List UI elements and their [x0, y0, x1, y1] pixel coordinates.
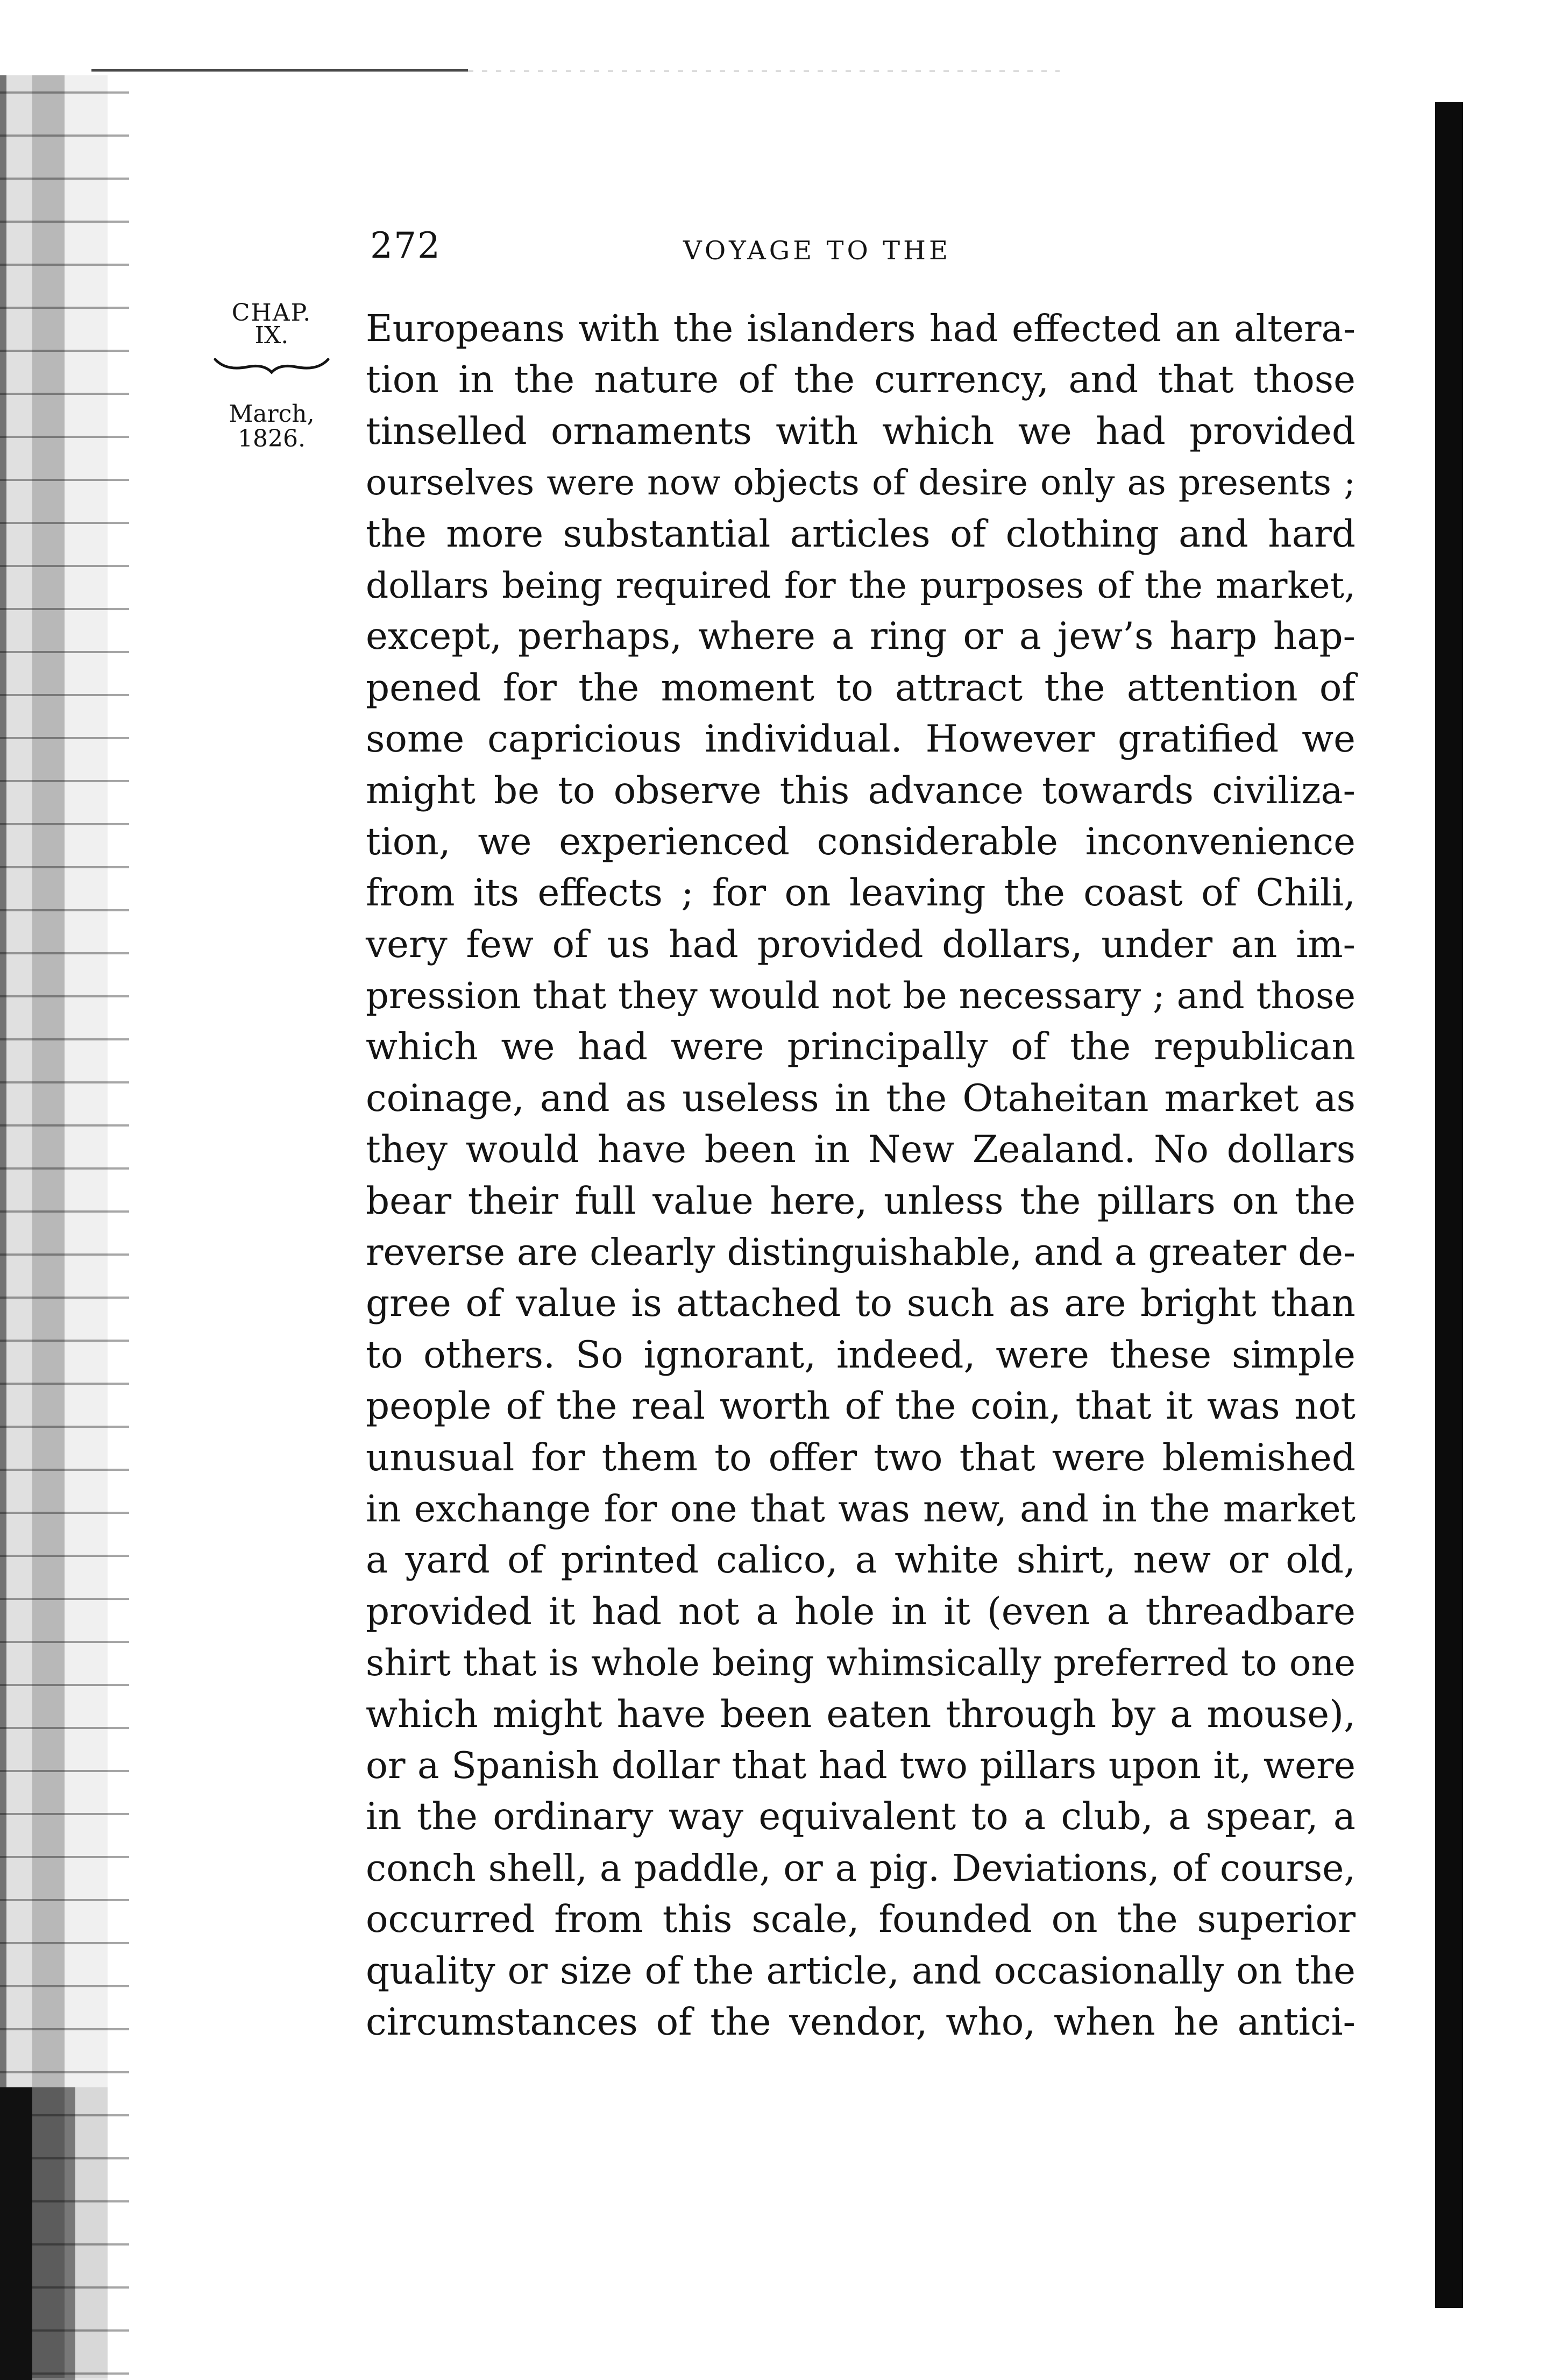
- text-line: provided it had not a hole in it (even a threadbare: [366, 1590, 1356, 1633]
- running-head: VOYAGE TO THE: [683, 236, 951, 266]
- brace-ornament-icon: [204, 354, 339, 376]
- text-line: pression that they would not be necessary ; and those: [366, 975, 1356, 1017]
- margin-month: March,: [229, 400, 315, 428]
- text-line: a yard of printed calico, a white shirt, new or old,: [366, 1539, 1356, 1582]
- text-line: tion, we experienced considerable inconvenience: [366, 820, 1356, 863]
- text-line: in exchange for one that was new, and in the market: [366, 1488, 1356, 1531]
- text-line: tion in the nature of the currency, and that those: [366, 358, 1356, 402]
- margin-chapter-label: CHAP.: [231, 299, 312, 327]
- scan-right-edge-bar: [1435, 102, 1463, 2308]
- scan-top-edge-dashes: [468, 70, 1060, 72]
- text-line: or a Spanish dollar that had two pillars upon it, were: [366, 1744, 1356, 1787]
- text-line: people of the real worth of the coin, that it was not: [366, 1385, 1356, 1428]
- text-line: bear their full value here, unless the pillars on the: [366, 1179, 1356, 1223]
- text-line: dollars being required for the purposes of the market,: [366, 564, 1356, 606]
- text-line: reverse are clearly distinguishable, and a greater de-: [366, 1231, 1356, 1274]
- scan-binding-dark-corner: [0, 2087, 108, 2380]
- text-line: coinage, and as useless in the Otaheitan market as: [366, 1076, 1356, 1120]
- text-line: they would have been in New Zealand. No dollars: [366, 1128, 1356, 1172]
- text-line: tinselled ornaments with which we had provided: [366, 409, 1356, 453]
- margin-brace-ornament: [204, 354, 339, 376]
- text-line: gree of value is attached to such as are bright than: [366, 1282, 1356, 1326]
- margin-year: 1826.: [238, 425, 306, 452]
- text-line: unusual for them to offer two that were blemished: [366, 1436, 1356, 1479]
- text-line: might be to observe this advance towards civiliza-: [366, 769, 1356, 812]
- text-line: conch shell, a paddle, or a pig. Deviations, of course,: [366, 1847, 1356, 1890]
- text-line: which we had were principally of the republican: [366, 1025, 1356, 1069]
- text-line: from its effects ; for on leaving the coast of Chili,: [366, 872, 1356, 915]
- text-line: in the ordinary way equivalent to a club, a spear, a: [366, 1795, 1356, 1839]
- text-line: to others. So ignorant, indeed, were these simple: [366, 1333, 1356, 1377]
- text-line: shirt that is whole being whimsically preferred to one: [366, 1642, 1356, 1684]
- text-line: some capricious individual. However gratified we: [366, 718, 1356, 761]
- text-line: which might have been eaten through by a mouse),: [366, 1692, 1356, 1736]
- text-line: Europeans with the islanders had effected an altera-: [366, 308, 1356, 350]
- text-line: circumstances of the vendor, who, when he antici-: [366, 2000, 1356, 2044]
- text-line: occurred from this scale, founded on the superior: [366, 1898, 1356, 1942]
- text-line: very few of us had provided dollars, under an im-: [366, 923, 1356, 966]
- margin-chapter-number: IX.: [254, 322, 289, 349]
- text-line: quality or size of the article, and occasionally on the: [366, 1949, 1356, 1993]
- text-line: the more substantial articles of clothing and hard: [366, 512, 1356, 556]
- scan-top-edge-rule: [91, 69, 468, 72]
- body-text: [366, 303, 1356, 2048]
- text-line: ourselves were now objects of desire only as presents ;: [366, 463, 1356, 504]
- text-line: pened for the moment to attract the attention of: [366, 666, 1356, 710]
- text-line: except, perhaps, where a ring or a jew’s harp hap-: [366, 615, 1356, 658]
- scan-binding-shadow: [0, 75, 129, 2378]
- page-number: 272: [370, 225, 441, 266]
